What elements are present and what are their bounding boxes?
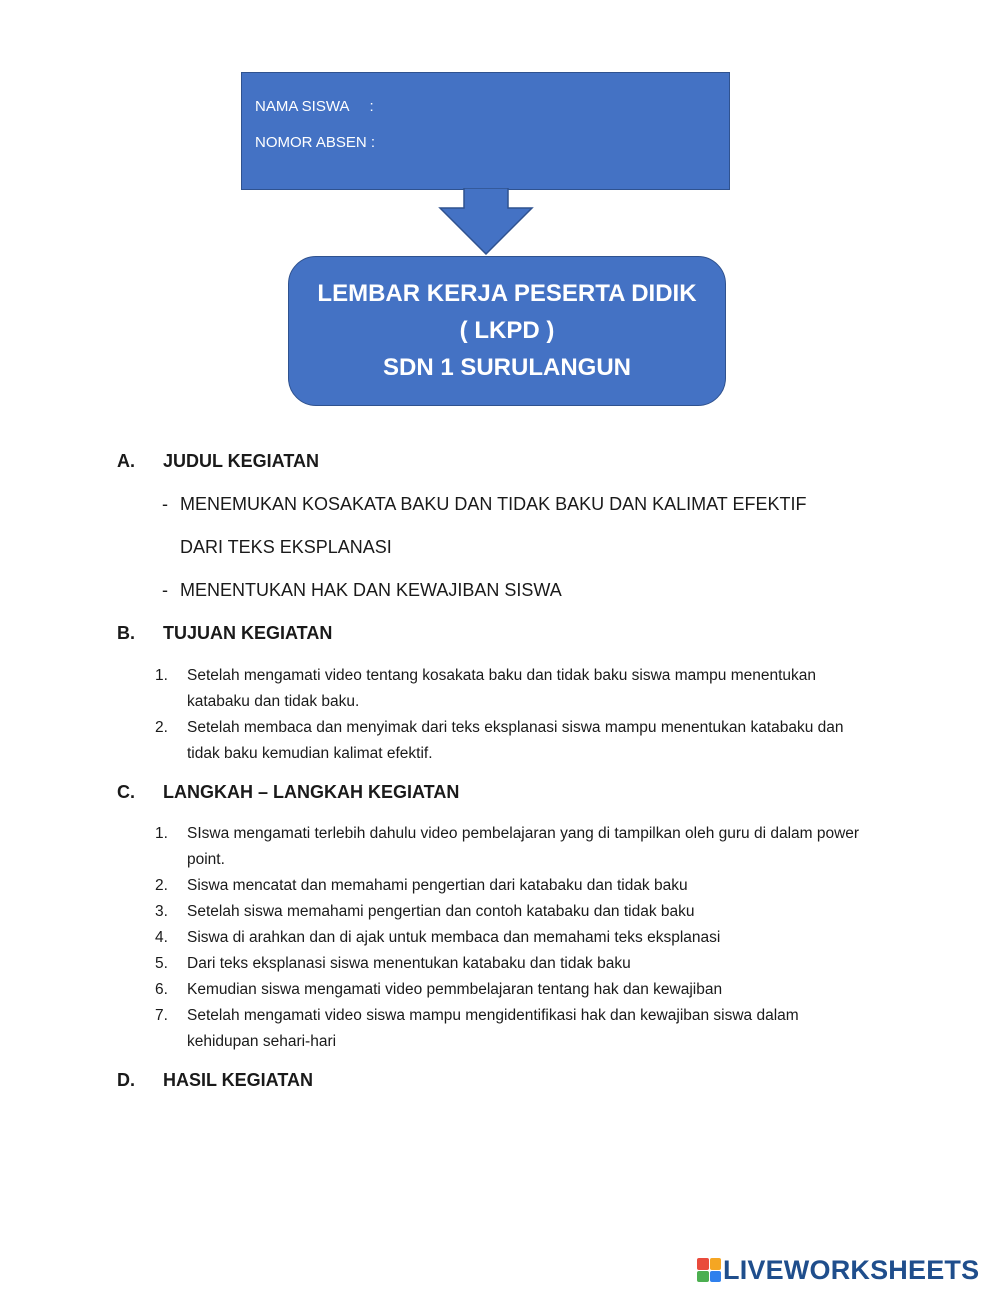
activity-title-1-line-2: DARI TEKS EKSPLANASI bbox=[180, 537, 392, 557]
list-item bbox=[155, 1003, 865, 1055]
school-name: SDN 1 SURULANGUN bbox=[382, 354, 631, 381]
list-item bbox=[155, 663, 865, 715]
section-a-heading bbox=[117, 451, 319, 472]
list-item bbox=[155, 821, 865, 873]
objectives-list bbox=[155, 663, 865, 767]
student-info-box bbox=[241, 72, 730, 190]
list-item bbox=[155, 715, 865, 767]
activity-title-2: MENENTUKAN HAK DAN KEWAJIBAN SISWA bbox=[180, 580, 562, 600]
section-c-letter: C. bbox=[117, 782, 135, 802]
list-number: 1. bbox=[155, 825, 168, 842]
list-number: 7. bbox=[155, 1007, 168, 1024]
worksheet-title: LEMBAR KERJA PESERTA DIDIK bbox=[317, 280, 697, 307]
list-number: 4. bbox=[155, 929, 168, 946]
list-item bbox=[155, 951, 865, 977]
activity-title-bullet-2 bbox=[162, 580, 562, 601]
list-number: 6. bbox=[155, 981, 168, 998]
liveworksheets-logo-icon bbox=[697, 1258, 721, 1282]
list-number: 3. bbox=[155, 903, 168, 920]
worksheet-abbreviation: ( LKPD ) bbox=[459, 317, 555, 344]
list-text: Siswa di arahkan dan di ajak untuk membaca dan memahami teks eksplanasi bbox=[187, 929, 721, 946]
section-c-heading bbox=[117, 782, 459, 803]
section-a-letter: A. bbox=[117, 451, 135, 471]
section-c-title: LANGKAH – LANGKAH KEGIATAN bbox=[163, 782, 460, 802]
list-text: Siswa mencatat dan memahami pengertian dari katabaku dan tidak baku bbox=[187, 877, 688, 894]
down-arrow-icon bbox=[438, 188, 534, 256]
list-item bbox=[155, 873, 865, 899]
list-number: 1. bbox=[155, 667, 168, 684]
liveworksheets-logo bbox=[697, 1256, 979, 1284]
section-d-letter: D. bbox=[117, 1070, 135, 1090]
section-d-title: HASIL KEGIATAN bbox=[163, 1070, 314, 1090]
steps-list bbox=[155, 821, 865, 1055]
list-text: Setelah siswa memahami pengertian dan contoh katabaku dan tidak baku bbox=[187, 903, 695, 920]
list-number: 5. bbox=[155, 955, 168, 972]
student-name-label: NAMA SISWA : bbox=[255, 98, 374, 115]
activity-title-bullet-1 bbox=[162, 494, 806, 515]
list-item bbox=[155, 925, 865, 951]
section-b-letter: B. bbox=[117, 623, 135, 643]
list-item bbox=[155, 977, 865, 1003]
list-number: 2. bbox=[155, 877, 168, 894]
section-b-title: TUJUAN KEGIATAN bbox=[163, 623, 333, 643]
list-item bbox=[155, 899, 865, 925]
list-text: SIswa mengamati terlebih dahulu video pembelajaran yang di tampilkan oleh guru di dalam power point. bbox=[187, 825, 860, 868]
list-number: 2. bbox=[155, 719, 168, 736]
list-text: Setelah membaca dan menyimak dari teks eksplanasi siswa mampu menentukan katabaku dan tidak baku kemudian kalimat efektif. bbox=[187, 719, 844, 762]
bullet-dash: - bbox=[162, 494, 168, 514]
liveworksheets-logo-text: LIVEWORKSHEETS bbox=[723, 1254, 980, 1285]
worksheet-title-box bbox=[288, 256, 726, 406]
list-text: Setelah mengamati video tentang kosakata baku dan tidak baku siswa mampu menentukan katabaku dan tidak baku. bbox=[187, 667, 816, 710]
section-a-title: JUDUL KEGIATAN bbox=[163, 451, 320, 471]
student-number-label: NOMOR ABSEN : bbox=[255, 134, 376, 151]
list-text: Setelah mengamati video siswa mampu mengidentifikasi hak dan kewajiban siswa dalam kehidupan sehari-hari bbox=[187, 1007, 799, 1050]
activity-title-1-line-1: MENEMUKAN KOSAKATA BAKU DAN TIDAK BAKU DAN KALIMAT EFEKTIF bbox=[180, 494, 807, 514]
section-d-heading bbox=[117, 1070, 313, 1091]
bullet-dash: - bbox=[162, 580, 168, 600]
list-text: Kemudian siswa mengamati video pemmbelajaran tentang hak dan kewajiban bbox=[187, 981, 723, 998]
list-text: Dari teks eksplanasi siswa menentukan katabaku dan tidak baku bbox=[187, 955, 631, 972]
section-b-heading bbox=[117, 623, 332, 644]
